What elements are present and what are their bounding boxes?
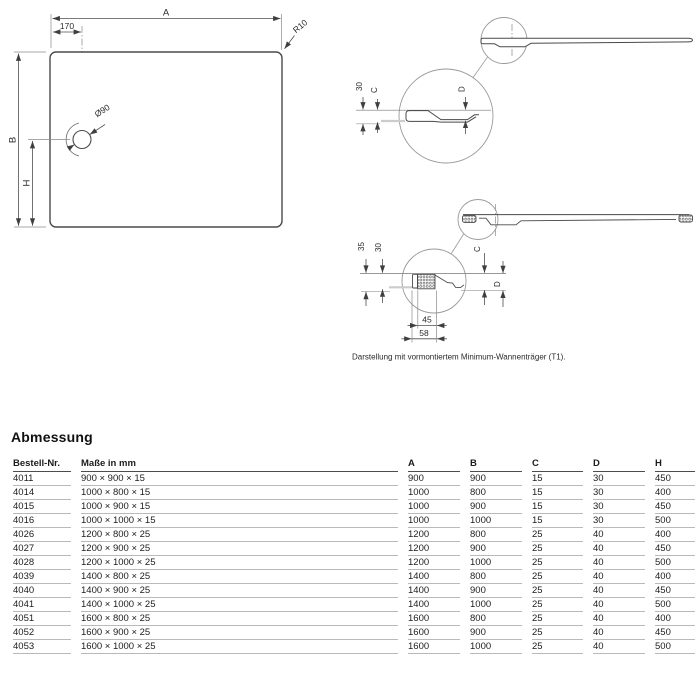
detail-leader-1 — [473, 57, 488, 78]
table-cell: 1000 — [470, 514, 532, 528]
table-row — [13, 570, 697, 584]
table-row — [13, 528, 697, 542]
table-cell: 400 — [655, 570, 697, 584]
table-cell: 40 — [593, 556, 655, 570]
carrier-block — [418, 274, 436, 289]
table-row — [13, 626, 697, 640]
carrier-caption: Darstellung mit vormontiertem Minimum-Wannenträger (T1). — [352, 352, 566, 362]
table-row — [13, 486, 697, 500]
table-cell: 1400 × 1000 × 25 — [81, 598, 408, 612]
table-cell: 1600 — [408, 640, 470, 654]
table-cell: 1600 — [408, 612, 470, 626]
table-cell: 15 — [532, 472, 593, 486]
col-header-d: D — [593, 452, 655, 472]
table-cell: 40 — [593, 528, 655, 542]
table-cell: 1600 × 800 × 25 — [81, 612, 408, 626]
table-cell: 1000 × 800 × 15 — [81, 486, 408, 500]
table-cell: 4011 — [13, 472, 81, 486]
table-cell: 30 — [593, 486, 655, 500]
col-header-b: B — [470, 452, 532, 472]
table-cell: 4028 — [13, 556, 81, 570]
table-cell: 1000 — [470, 556, 532, 570]
col-header-a: A — [408, 452, 470, 472]
dim-35-label: 35 — [357, 242, 366, 251]
dimension-table-body — [13, 472, 697, 654]
table-cell: 1000 × 900 × 15 — [81, 500, 408, 514]
dim-c-label-carrier: C — [473, 246, 482, 252]
table-row — [13, 542, 697, 556]
table-cell: 25 — [532, 598, 593, 612]
table-cell: 40 — [593, 570, 655, 584]
table-cell: 25 — [532, 528, 593, 542]
table-cell: 4027 — [13, 542, 81, 556]
table-cell: 450 — [655, 500, 697, 514]
table-cell: 4015 — [13, 500, 81, 514]
table-cell: 900 — [470, 584, 532, 598]
dim-30-label-flat: 30 — [355, 82, 364, 91]
dimension-table — [13, 452, 697, 654]
dim-30-label-carrier: 30 — [374, 243, 383, 252]
table-cell: 900 — [470, 542, 532, 556]
table-cell: 4014 — [13, 486, 81, 500]
table-cell: 4041 — [13, 598, 81, 612]
dim-45-label: 45 — [422, 314, 432, 325]
table-cell: 4051 — [13, 612, 81, 626]
table-cell: 1400 — [408, 584, 470, 598]
rim-detail-1 — [406, 111, 479, 123]
dim-170-label: 170 — [59, 21, 75, 31]
table-cell: 1000 — [470, 640, 532, 654]
table-cell: 500 — [655, 640, 697, 654]
table-cell: 25 — [532, 612, 593, 626]
table-cell: 400 — [655, 612, 697, 626]
dim-d-label-flat: D — [457, 86, 467, 92]
table-cell: 4052 — [13, 626, 81, 640]
table-cell: 4053 — [13, 640, 81, 654]
table-cell: 1200 — [408, 556, 470, 570]
table-row — [13, 472, 697, 486]
table-cell: 800 — [470, 612, 532, 626]
table-cell: 1200 — [408, 528, 470, 542]
rim-edge-2 — [413, 274, 418, 288]
dim-drain-diameter-label: Ø90 — [92, 102, 112, 120]
table-cell: 400 — [655, 486, 697, 500]
table-cell: 1400 × 800 × 25 — [81, 570, 408, 584]
tray-outline — [50, 52, 282, 227]
table-cell: 1000 — [470, 598, 532, 612]
table-cell: 15 — [532, 500, 593, 514]
table-cell: 40 — [593, 542, 655, 556]
section-title: Abmessung — [11, 429, 93, 445]
table-row — [13, 584, 697, 598]
table-cell: 40 — [593, 584, 655, 598]
table-cell: 30 — [593, 514, 655, 528]
col-header-dimensions: Maße in mm — [81, 452, 408, 472]
table-cell: 500 — [655, 556, 697, 570]
table-cell: 450 — [655, 626, 697, 640]
table-cell: 800 — [470, 528, 532, 542]
table-cell: 15 — [532, 486, 593, 500]
dimension-table-header — [13, 452, 697, 472]
table-row — [13, 556, 697, 570]
table-cell: 1000 — [408, 514, 470, 528]
table-cell: 25 — [532, 584, 593, 598]
table-cell: 40 — [593, 598, 655, 612]
tray-slope-2 — [435, 275, 464, 288]
table-cell: 1400 — [408, 570, 470, 584]
table-row — [13, 514, 697, 528]
dim-c-label-flat: C — [370, 87, 379, 93]
table-cell: 500 — [655, 514, 697, 528]
dim-d-label-carrier: D — [493, 281, 502, 287]
detail-leader-2 — [451, 234, 464, 254]
table-cell: 30 — [593, 500, 655, 514]
table-cell: 800 — [470, 570, 532, 584]
table-cell: 1400 — [408, 598, 470, 612]
dim-h-label: H — [21, 179, 33, 187]
table-cell: 1200 × 900 × 25 — [81, 542, 408, 556]
plan-view — [8, 8, 310, 228]
table-cell: 1600 — [408, 626, 470, 640]
table-cell: 1000 — [408, 486, 470, 500]
table-cell: 1000 — [408, 500, 470, 514]
table-cell: 500 — [655, 598, 697, 612]
section-view-carrier — [357, 200, 693, 343]
table-cell: 4026 — [13, 528, 81, 542]
table-cell: 4040 — [13, 584, 81, 598]
dim-a-label: A — [162, 7, 170, 19]
dim-r10-label: R10 — [290, 17, 310, 36]
table-cell: 900 — [408, 472, 470, 486]
table-cell: 450 — [655, 542, 697, 556]
table-cell: 40 — [593, 612, 655, 626]
table-cell: 15 — [532, 514, 593, 528]
table-cell: 25 — [532, 626, 593, 640]
table-cell: 25 — [532, 640, 593, 654]
tray-profile-carrier — [463, 215, 693, 225]
table-cell: 1200 — [408, 542, 470, 556]
table-row — [13, 598, 697, 612]
detail-circle-1 — [399, 69, 493, 163]
table-cell: 25 — [532, 556, 593, 570]
dim-b-label: B — [7, 136, 19, 144]
table-cell: 40 — [593, 626, 655, 640]
table-cell: 450 — [655, 472, 697, 486]
table-cell: 1200 × 800 × 25 — [81, 528, 408, 542]
table-cell: 900 — [470, 626, 532, 640]
table-cell: 4016 — [13, 514, 81, 528]
section-view-flat — [355, 18, 693, 164]
table-row — [13, 612, 697, 626]
table-cell: 30 — [593, 472, 655, 486]
section1-dim-arrows — [363, 97, 466, 135]
table-cell: 40 — [593, 640, 655, 654]
table-cell: 800 — [470, 486, 532, 500]
table-cell: 25 — [532, 570, 593, 584]
table-cell: 900 — [470, 472, 532, 486]
table-row — [13, 500, 697, 514]
table-row — [13, 640, 697, 654]
dim-58-label: 58 — [419, 328, 429, 338]
table-cell: 400 — [655, 528, 697, 542]
col-header-h: H — [655, 452, 697, 472]
table-cell: 450 — [655, 584, 697, 598]
table-cell: 1000 × 1000 × 15 — [81, 514, 408, 528]
col-header-c: C — [532, 452, 593, 472]
table-cell: 25 — [532, 542, 593, 556]
table-cell: 1400 × 900 × 25 — [81, 584, 408, 598]
table-cell: 1600 × 900 × 25 — [81, 626, 408, 640]
table-cell: 900 × 900 × 15 — [81, 472, 408, 486]
table-cell: 900 — [470, 500, 532, 514]
table-cell: 4039 — [13, 570, 81, 584]
col-header-order-no: Bestell-Nr. — [13, 452, 81, 472]
table-cell: 1600 × 1000 × 25 — [81, 640, 408, 654]
tray-profile-flat — [481, 38, 693, 47]
table-cell: 1200 × 1000 × 25 — [81, 556, 408, 570]
